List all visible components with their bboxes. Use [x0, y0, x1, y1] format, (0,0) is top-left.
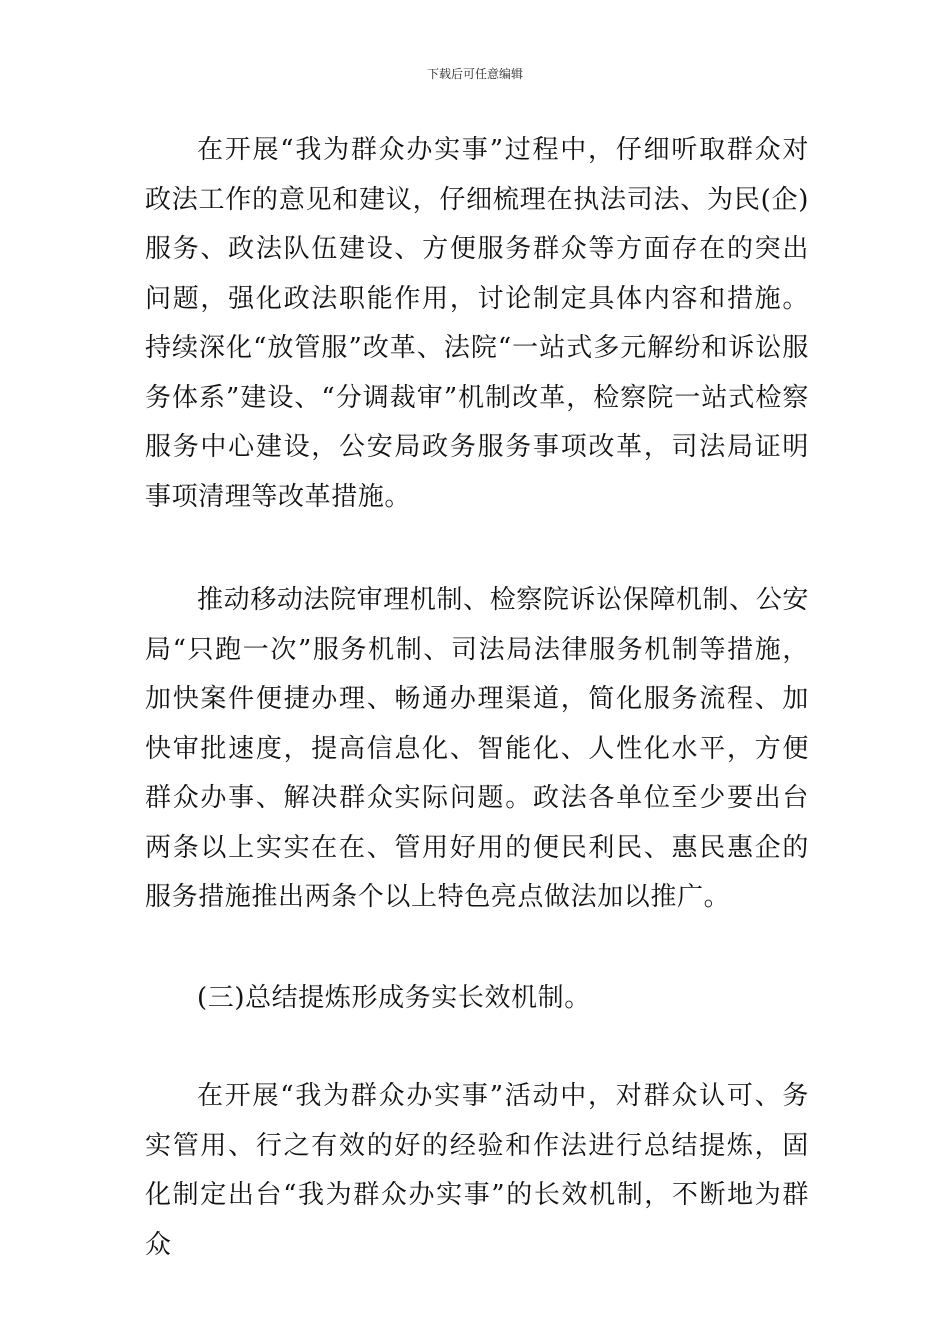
section-heading: (三)总结提炼形成务实长效机制。 [197, 983, 591, 1013]
paragraph-1: 在开展“我为群众办实事”过程中，仔细听取群众对政法工作的意见和建议，仔细梳理在执法司法、为民(企)服务、政法队伍建设、方便服务群众等方面存在的突出问题，强化政法职能作用，讨论制定具体内容和措施。持续深化“放管服”改革、法院“一站式多元解纷和诉讼服务体系”建设、“分调裁审”机制改革，检察院一站式检察服务中心建设，公安局政务服务事项改革，司法局证明事项清理等改革措施。 [145, 135, 809, 512]
paragraph-3: 在开展“我为群众办实事”活动中，对群众认可、务实管用、行之有效的好的经验和作法进行总结提炼，固化制定出台“我为群众办实事”的长效机制，不断地为群众 [145, 1081, 809, 1260]
paragraph-2: 推动移动法院审理机制、检察院诉讼保障机制、公安局“只跑一次”服务机制、司法局法律服务机制等措施，加快案件便捷办理、畅通办理渠道，简化服务流程、加快审批速度，提高信息化、智能化、人性化水平，方便群众办事、解决群众实际问题。政法各单位至少要出台两条以上实实在在、管用好用的便民利民、惠民惠企的服务措施推出两条个以上特色亮点做法加以推广。 [145, 585, 809, 912]
page-header: 下载后可任意编辑 [426, 67, 523, 81]
